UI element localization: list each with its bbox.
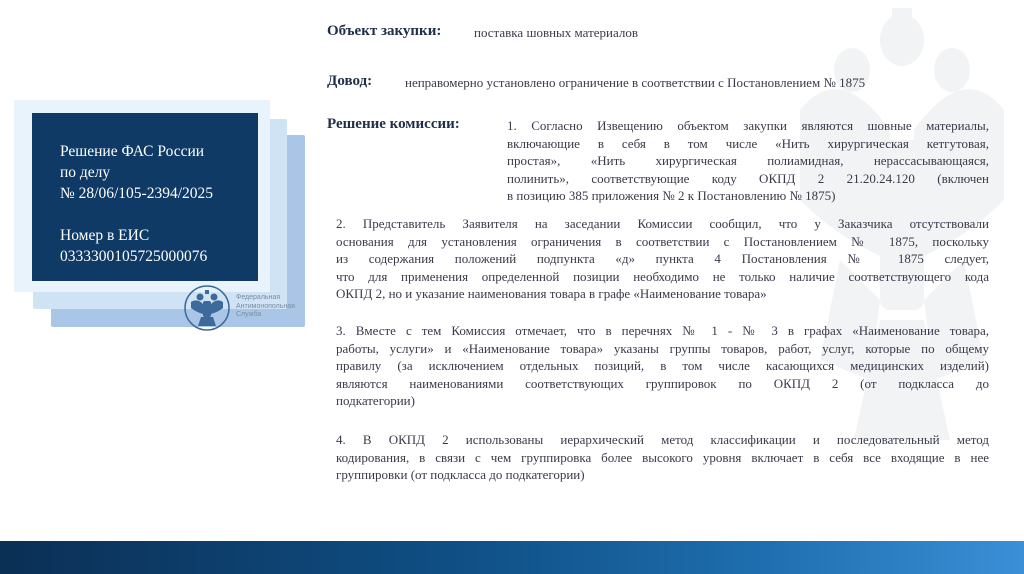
decision-label: Решение комиссии:	[327, 116, 460, 132]
argument-value: неправомерно установлено ограничение в соответствии с Постановлением № 1875	[405, 75, 866, 90]
decision-paragraph-3	[336, 322, 989, 410]
decision-paragraph-1	[507, 117, 989, 205]
paragraph-4-line: группировки (от подкласса до подкатегории)	[336, 467, 585, 483]
paragraph-3-line: являются наименованиями соответствующих группировок по ОКПД 2 (от подкласса до	[336, 375, 989, 391]
decision-paragraph-4	[336, 431, 989, 484]
paragraph-3-line: работы, услуги» и «Наименование товара» указаны группы товаров, работ, услуг, которые по общему	[336, 340, 989, 356]
paragraph-3-line: подкатегории)	[336, 393, 415, 409]
argument-label: Довод:	[327, 73, 373, 89]
object-value: поставка шовных материалов	[474, 25, 639, 40]
card-case-number: № 28/06/105-2394/2025	[60, 185, 213, 202]
card-eis-label: Номер в ЕИС	[60, 227, 150, 244]
paragraph-2-line: что для применения определенной позиции необходимо не только наличие соответствующего кода	[336, 268, 989, 284]
card-title-line2: по делу	[60, 164, 111, 181]
paragraph-3-line: правилу (за исключением отдельных позиций, в том числе касающихся медицинских изделий)	[336, 358, 989, 374]
paragraph-3-line: 3. Вместе с тем Комиссия отмечает, что в перечнях № 1 - № 3 в графах «Наименование товара,	[336, 323, 989, 338]
paragraph-4-line: 4. В ОКПД 2 использованы иерархический метод классификации и последовательный метод	[336, 432, 989, 447]
paragraph-2-line: 2. Представитель Заявителя на заседании Комиссии сообщил, что у Заказчика отсутствовали	[336, 216, 989, 231]
fas-logo-text	[236, 294, 295, 320]
fas-logo-line1: Федеральная	[236, 294, 281, 301]
paragraph-1-line: простая», «Нить хирургическая полиамидная, нерассасывающаяся,	[507, 153, 989, 169]
paragraph-4-line: кодирования, в связи с чем группировка более высокого уровня включает в себя все входящие в нее	[336, 449, 989, 465]
double-headed-eagle-icon	[183, 284, 231, 332]
paragraph-1-line: в позицию 385 приложения № 2 к Постановлению № 1875)	[507, 188, 836, 204]
paragraph-2-line: из содержания положений подпункта «д» пункта 4 Постановления № 1875 следует,	[336, 251, 989, 267]
paragraph-1-line: 1. Согласно Извещению объектом закупки являются шовные материалы,	[507, 118, 989, 133]
bottom-decorative-bar	[0, 541, 1024, 574]
fas-logo-line2: Антимонопольная	[236, 302, 295, 310]
paragraph-1-line: полинить», соответствующие коду ОКПД 2 21.20.24.120 (включен	[507, 170, 989, 186]
paragraph-1-line: включающие в себя в том числе «Нить хирургическая кетгутовая,	[507, 135, 989, 151]
card-text	[60, 141, 250, 267]
object-label: Объект закупки:	[327, 23, 442, 39]
card-title-line1: Решение ФАС России	[60, 143, 205, 160]
decision-paragraph-2	[336, 215, 989, 303]
paragraph-2-line: основания для установления ограничения в соответствии с Постановлением № 1875, поскольку	[336, 233, 989, 249]
fas-logo-line3: Служба	[236, 311, 262, 318]
card-eis-number: 0333300105725000076	[60, 248, 208, 265]
paragraph-2-line: ОКПД 2, но и указание наименования товара в графе «Наименование товара»	[336, 286, 767, 302]
